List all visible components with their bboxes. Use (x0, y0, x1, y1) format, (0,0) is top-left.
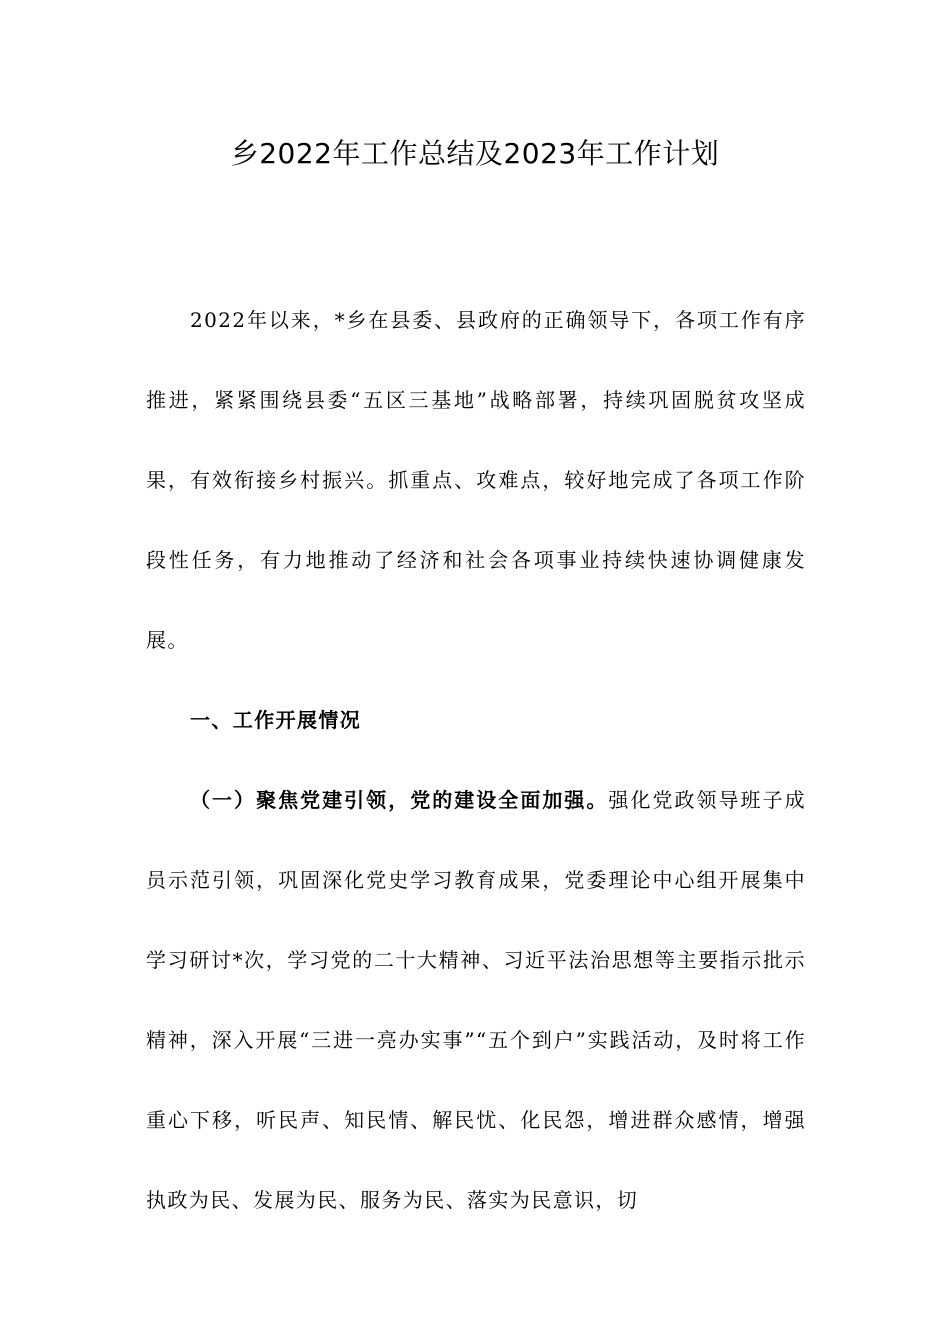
intro-paragraph: 2022年以来，*乡在县委、县政府的正确领导下，各项工作有序推进，紧紧围绕县委“五区三基地”战略部署，持续巩固脱贫攻坚成果，有效衔接乡村振兴。抓重点、攻难点，较好地完成了各项工作阶段性任务，有力地推动了经济和社会各项事业持续快速协调健康发展。 (146, 308, 806, 652)
subsection-paragraph (146, 760, 806, 1240)
subsection-text: 强化党政领导班子成员示范引领，巩固深化党史学习教育成果，党委理论中心组开展集中学习研讨*次，学习党的二十大精神、习近平法治思想等主要指示批示精神，深入开展“三进一亮办实事”“五个到户”实践活动，及时将工作重心下移，听民声、知民情、解民忧、化民怨，增进群众感情，增强执政为民、发展为民、服务为民、落实为民意识，切 (146, 788, 806, 1212)
document-body (146, 280, 806, 1240)
subsection-lead: （一）聚焦党建引领，党的建设全面加强。 (190, 788, 609, 812)
document-title: 乡2022年工作总结及2023年工作计划 (230, 137, 720, 170)
section-heading: 一、工作开展情况 (190, 708, 362, 732)
